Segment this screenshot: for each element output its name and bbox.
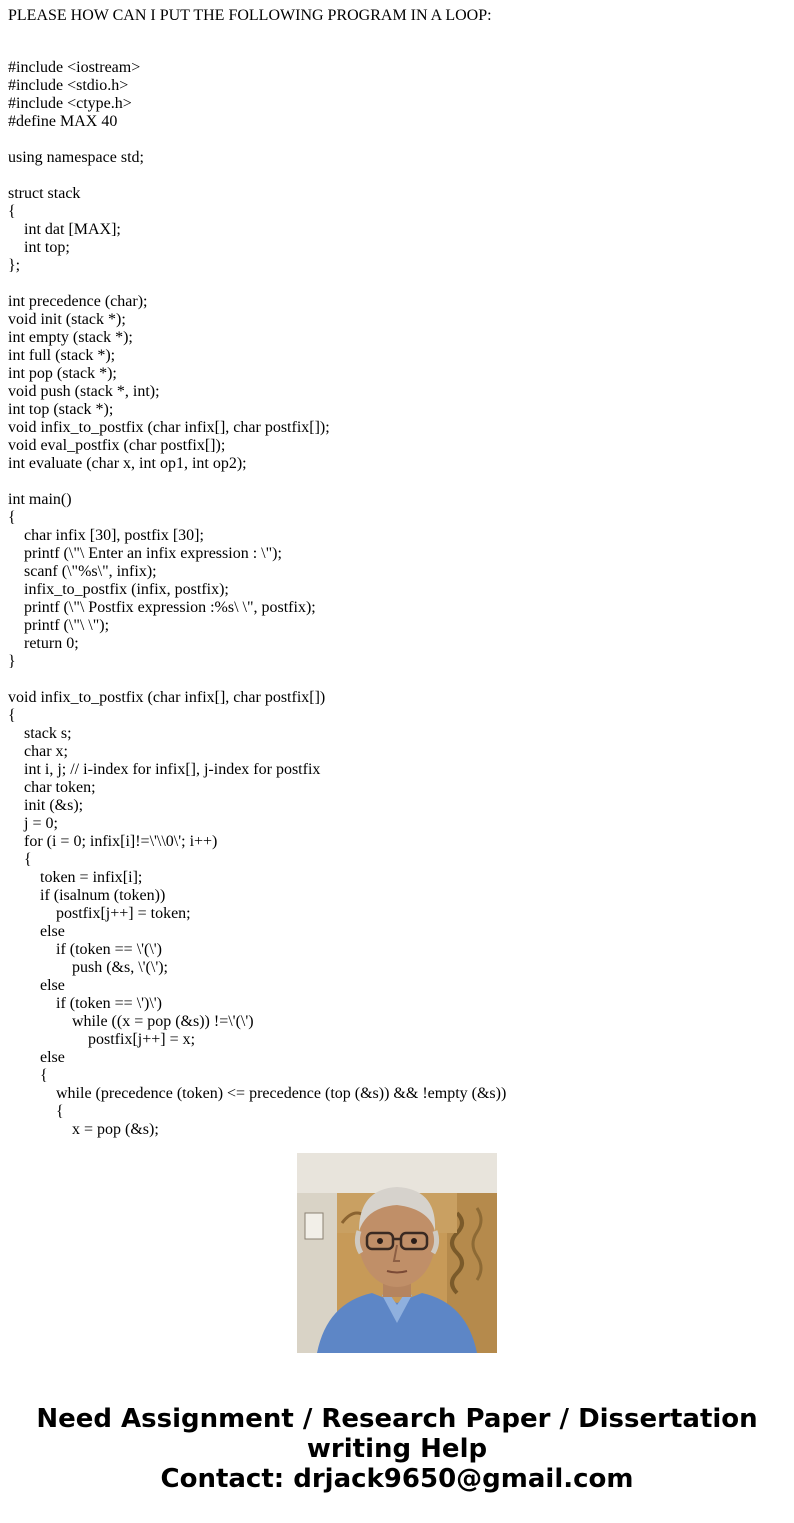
- code-listing: #include <iostream> #include <stdio.h> #include <ctype.h> #define MAX 40 using namespace std; struct stack { int dat [MAX]; int top; }; int precedence (char); void init (stack *); int empty (stack *); int full (stack *); int pop (stack *); void push (stack *, int); int top (stack *); void infix_to_postfix (char infix[], char postfix[]); void eval_postfix (char postfix[]); int evaluate (char x, int op1, int op2); int main() { char infix [30], postfix [30]; printf (\"\ Enter an infix expression : \"); scanf (\"%s\", infix); infix_to_postfix (infix, postfix); printf (\"\ Postfix expression :%s\ \", postfix); printf (\"\ \"); return 0; } void infix_to_postfix (char infix[], char postfix[]) { stack s; char x; int i, j; // i-index for infix[], j-index for postfix char token; init (&s); j = 0; for (i = 0; infix[i]!=\'\\0\'; i++) { token = infix[i]; if (isalnum (token)) postfix[j++] = token; else if (token == \'(\') push (&s, \'(\'); else if (token == \')\') while ((x = pop (&s)) !=\'(\') postfix[j++] = x; else { while (precedence (token) <= precedence (top (&s)) && !empty (&s)) { x = pop (&s);: [8, 59, 507, 1138]
- help-banner: [0, 1404, 794, 1494]
- help-line-1: Need Assignment / Research Paper / Dissertation: [36, 1404, 758, 1434]
- question-title: PLEASE HOW CAN I PUT THE FOLLOWING PROGRAM IN A LOOP:: [8, 7, 492, 24]
- author-avatar: [297, 1153, 497, 1353]
- help-contact: Contact: drjack9650@gmail.com: [160, 1464, 634, 1494]
- question-block: [8, 7, 788, 1138]
- help-line-2: writing Help: [306, 1434, 488, 1464]
